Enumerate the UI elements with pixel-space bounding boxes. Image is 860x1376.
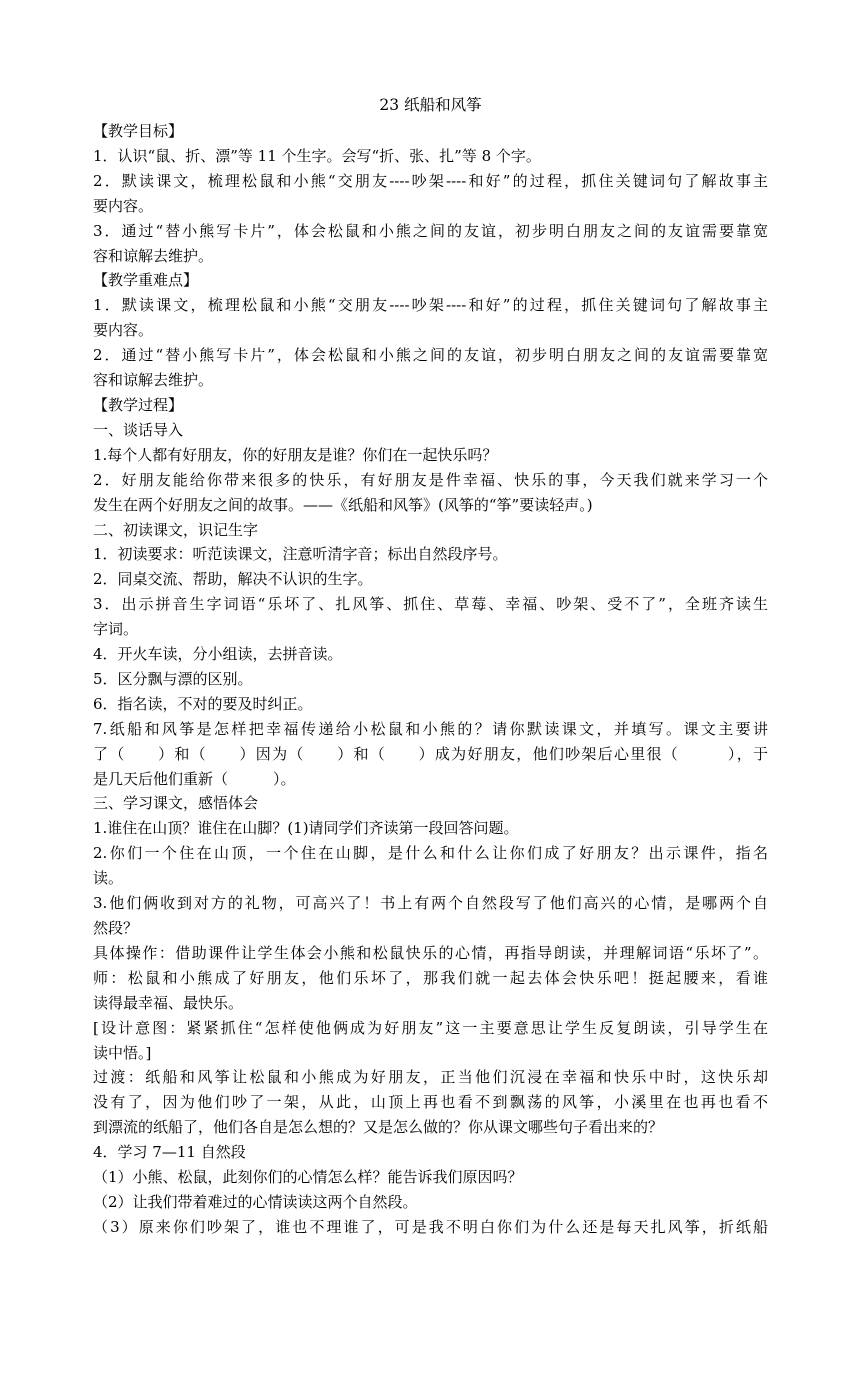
text-line: 4．开火车读，分小组读，去拼音读。 xyxy=(93,645,343,664)
text-line: 4．学习 7—11 自然段 xyxy=(93,1143,246,1162)
text-line: 容和谅解去维护。 xyxy=(93,371,214,390)
text-line: 3.他们俩收到对方的礼物，可高兴了！书上有两个自然段写了他们高兴的心情，是哪两个自 xyxy=(93,894,768,913)
text-line: 了（ ）和（ ）因为（ ）和（ ）成为好朋友，他们吵架后心里很（ ），于 xyxy=(93,744,768,763)
text-line: 3．出示拼音生字词语“乐坏了、扎风筝、抓住、草莓、幸福、吵架、受不了”，全班齐读生 xyxy=(93,595,768,614)
text-line: （1）小熊、松鼠，此刻你们的心情怎么样？能告诉我们原因吗？ xyxy=(93,1168,523,1187)
text-line: 二、初读课文，识记生字 xyxy=(93,520,259,539)
text-line: 然段？ xyxy=(93,919,139,937)
text-line: 5．区分飘与漂的区别。 xyxy=(93,669,253,688)
text-line: 【教学过程】 xyxy=(93,395,184,414)
text-line: 一、谈话导入 xyxy=(93,420,184,439)
text-line: 6．指名读，不对的要及时纠正。 xyxy=(93,694,313,713)
text-line: 7.纸船和风筝是怎样把幸福传递给小松鼠和小熊的？请你默读课文，并填写。课文主要讲 xyxy=(93,719,768,738)
text-line: 没有了，因为他们吵了一架，从此，山顶上再也看不到飘荡的风筝，小溪里在也再也看不 xyxy=(93,1093,768,1112)
document-title: 23 纸船和风筝 xyxy=(379,96,482,114)
text-line: 2．默读课文，梳理松鼠和小熊“交朋友----吵架----和好”的过程，抓住关键词句了解故事主 xyxy=(93,171,768,190)
text-line: 过渡：纸船和风筝让松鼠和小熊成为好朋友，正当他们沉浸在幸福和快乐中时，这快乐却 xyxy=(93,1068,768,1087)
text-line: 1．默读课文，梳理松鼠和小熊“交朋友----吵架----和好”的过程，抓住关键词句了解故事主 xyxy=(93,296,768,315)
text-line: 字词。 xyxy=(93,620,139,639)
text-line: 2．好朋友能给你带来很多的快乐，有好朋友是件幸福、快乐的事，今天我们就来学习一个 xyxy=(93,470,768,489)
text-line: 读得最幸福、最快乐。 xyxy=(93,993,244,1012)
text-line: 1．认识“鼠、折、漂”等 11 个生字。会写“折、张、扎”等 8 个字。 xyxy=(93,146,541,165)
text-line: 读中悟。] xyxy=(93,1043,152,1062)
text-line: 要内容。 xyxy=(93,321,154,340)
text-line: 具体操作：借助课件让学生体会小熊和松鼠快乐的心情，再指导朗读，并理解词语“乐坏了”。 xyxy=(93,943,768,962)
text-line: 【教学目标】 xyxy=(93,122,184,140)
text-line: 2．通过“替小熊写卡片”，体会松鼠和小熊之间的友谊，初步明白朋友之间的友谊需要靠宽 xyxy=(93,346,768,365)
text-line: 3．通过“替小熊写卡片”，体会松鼠和小熊之间的友谊，初步明白朋友之间的友谊需要靠宽 xyxy=(93,221,768,240)
document-body xyxy=(93,119,768,1240)
text-line: [设计意图：紧紧抓住“怎样使他俩成为好朋友”这一主要意思让学生反复朗读，引导学生在 xyxy=(93,1018,768,1037)
text-line: 1．初读要求：听范读课文，注意听清字音；标出自然段序号。 xyxy=(93,545,508,564)
text-line: 2．同桌交流、帮助，解决不认识的生字。 xyxy=(93,570,373,589)
text-line: 是几天后他们重新（ ）。 xyxy=(93,769,296,788)
text-line: 2.你们一个住在山顶，一个住在山脚，是什么和什么让你们成了好朋友？出示课件，指名 xyxy=(93,844,768,863)
text-line: 发生在两个好朋友之间的故事。——《纸船和风筝》(风筝的“筝”要读轻声。) xyxy=(93,495,593,514)
text-line: 1.谁住在山顶？谁住在山脚？(1)请同学们齐读第一段回答问题。 xyxy=(93,819,519,838)
text-line: 到漂流的纸船了，他们各自是怎么想的？又是怎么做的？你从课文哪些句子看出来的？ xyxy=(93,1118,664,1137)
document-page xyxy=(93,93,768,1240)
text-line: 师：松鼠和小熊成了好朋友，他们乐坏了，那我们就一起去体会快乐吧！挺起腰来，看谁 xyxy=(93,968,768,987)
text-line: 三、学习课文，感悟体会 xyxy=(93,794,259,813)
text-line: 【教学重难点】 xyxy=(93,271,199,290)
text-line: 容和谅解去维护。 xyxy=(93,246,214,265)
text-line: （2）让我们带着难过的心情读读这两个自然段。 xyxy=(93,1192,418,1211)
text-line: 要内容。 xyxy=(93,196,154,215)
text-line: 读。 xyxy=(93,869,124,888)
text-line: （3）原来你们吵架了，谁也不理谁了，可是我不明白你们为什么还是每天扎风筝，折纸船 xyxy=(93,1217,768,1236)
text-line: 1.每个人都有好朋友，你的好朋友是谁？你们在一起快乐吗？ xyxy=(93,445,498,464)
